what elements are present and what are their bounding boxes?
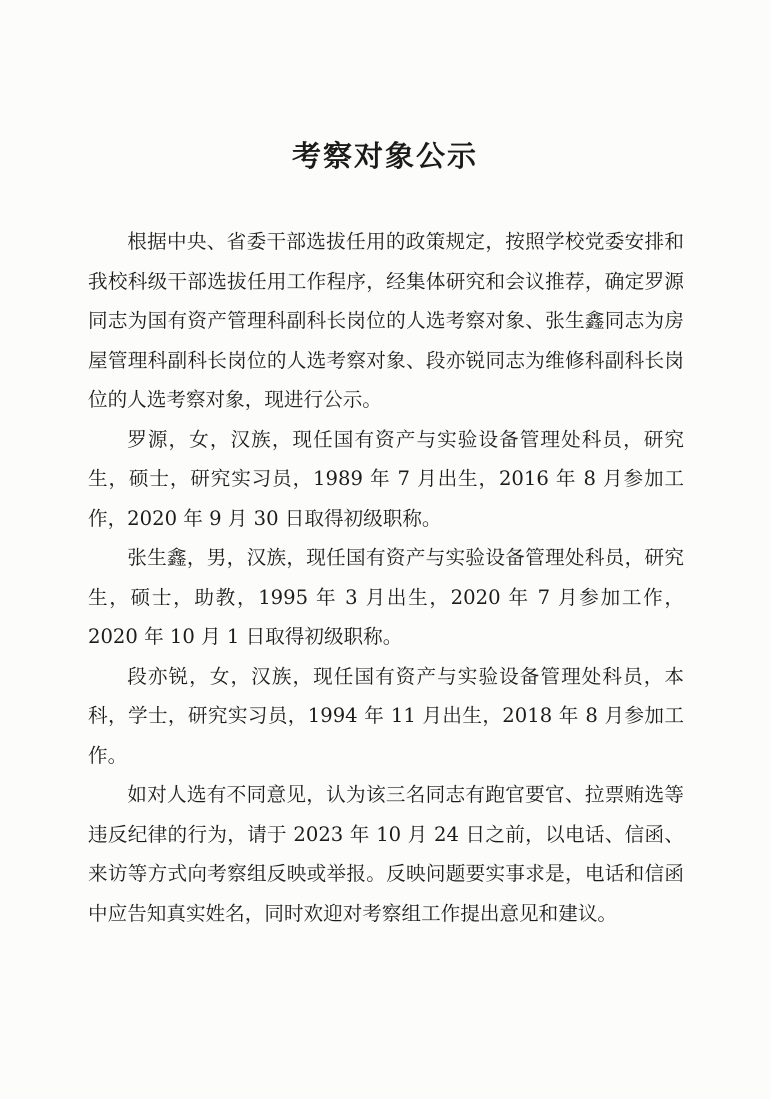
paragraph-candidate-zhang-shengxin: 张生鑫，男，汉族，现任国有资产与实验设备管理处科员，研究生，硕士，助教，1995 年 3 月出生，2020 年 7 月参加工作，2020 年 10 月 1 日取得初级职称。 (88, 546, 684, 648)
document-body (88, 222, 684, 933)
paragraph-candidate-luo-yuan: 罗源，女，汉族，现任国有资产与实验设备管理处科员，研究生，硕士，研究实习员，1989 年 7 月出生，2016 年 8 月参加工作，2020 年 9 月 30 日取得初级职称。 (88, 427, 684, 530)
paragraph-feedback-notice: 如对人选有不同意见，认为该三名同志有跑官要官、拉票贿选等违反纪律的行为，请于 2023 年 10 月 24 日之前，以电话、信函、来访等方式向考察组反映或举报。反映问题要实事求是，电话和信函中应告知真实姓名，同时欢迎对考察组工作提出意见和建议。 (88, 783, 684, 925)
paragraph-candidate-duan-yirui: 段亦锐，女，汉族，现任国有资产与实验设备管理处科员，本科，学士，研究实习员，1994 年 11 月出生，2018 年 8 月参加工作。 (88, 664, 684, 767)
document-title: 考察对象公示 (291, 139, 478, 173)
paragraph-intro: 根据中央、省委干部选拔任用的政策规定，按照学校党委安排和我校科级干部选拔任用工作程序，经集体研究和会议推荐，确定罗源同志为国有资产管理科副科长岗位的人选考察对象、张生鑫同志为房屋管理科副科长岗位的人选考察对象、段亦锐同志为维修科副科长岗位的人选考察对象，现进行公示。 (88, 230, 684, 411)
